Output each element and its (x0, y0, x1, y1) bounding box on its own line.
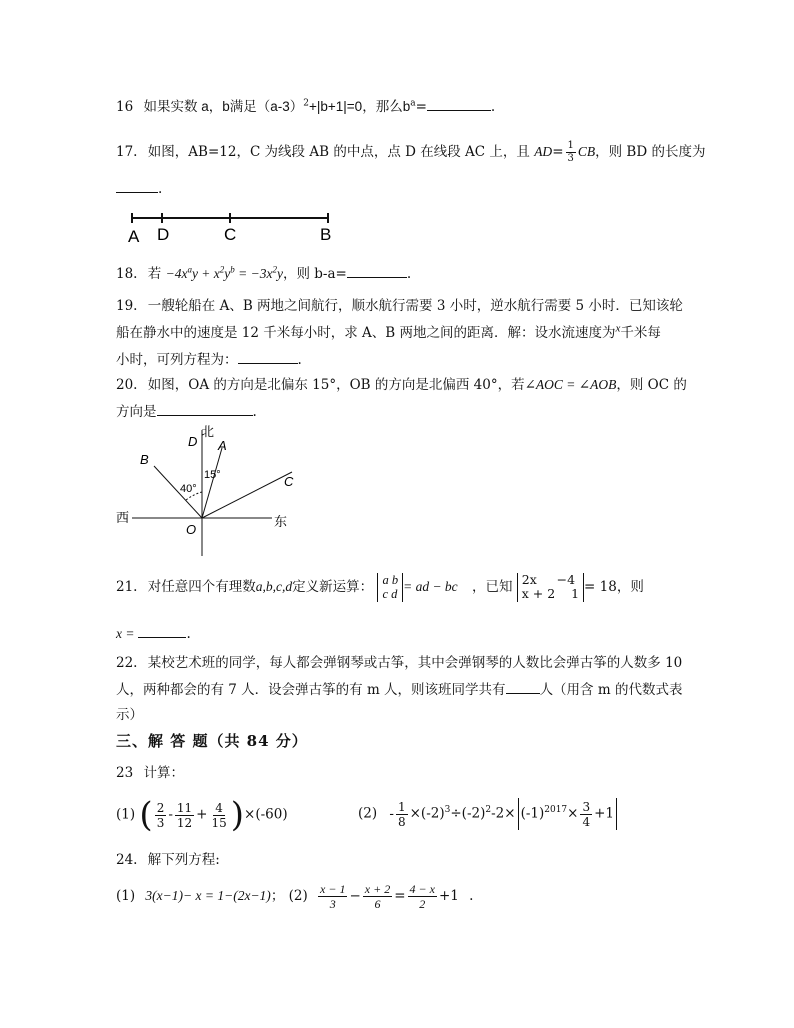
fraction: $\frac{x + 2}{6}$ (364, 882, 391, 911)
question-16 (116, 95, 495, 115)
question-text: ，则 b-a= (283, 266, 347, 282)
question-text: ，已知 (471, 578, 513, 595)
period: . (297, 352, 302, 368)
term: (-1) (520, 805, 545, 822)
part-label: (1) (116, 888, 136, 904)
question-text: ，则 BD 的长度为 (595, 144, 706, 160)
fraction: $\frac{11}{12}$ (176, 800, 193, 830)
question-text: 千米每 (620, 325, 661, 341)
part-label: (1) (116, 806, 136, 823)
answer-blank[interactable] (427, 96, 491, 111)
question-text: 一艘轮船在 A、B 两地之间航行，顺水航行需要 3 小时，逆水航行需要 5 小时．已知该轮 (147, 298, 683, 314)
ray-oa (202, 448, 222, 518)
part-label: (2) (288, 888, 308, 904)
question-text: 若 (147, 266, 162, 282)
question-number: 18. (116, 266, 138, 282)
period: . (469, 888, 474, 904)
period: . (186, 626, 191, 642)
fraction: $\frac{1}{8}$ (397, 799, 406, 829)
question-23-part-2 (358, 798, 619, 830)
question-22-line-3 (116, 703, 143, 723)
label-d: D (157, 225, 170, 244)
exponent: 2017 (544, 805, 568, 815)
period: . (490, 99, 496, 115)
question-number: 24. (116, 852, 138, 868)
separator: ； (270, 888, 285, 904)
question-text: 某校艺术班的同学，每人都会弹钢琴或古筝，其中会弹钢琴的人数比会弹古筝的人数多 10 (147, 655, 683, 671)
answer-blank[interactable] (347, 263, 407, 278)
question-text: ，则 (616, 578, 644, 595)
answer-blank[interactable] (116, 178, 158, 193)
definition-rhs: = ad − bc (403, 578, 458, 594)
question-text: 对任意四个有理数 (147, 578, 256, 595)
equation-1: 3(x−1)− x = 1−(2x−1) (145, 888, 271, 903)
answer-blank[interactable] (506, 679, 540, 694)
answer-blank[interactable] (238, 349, 298, 364)
label-a: A (218, 438, 227, 453)
label-d: D (188, 434, 198, 449)
given-rhs: = 18 (584, 578, 617, 595)
term: +1 (438, 888, 459, 904)
period: . (406, 266, 412, 282)
term: ÷(-2) (450, 805, 486, 822)
question-text: +|b+1|=0，那么b (309, 99, 411, 114)
answer-blank[interactable] (157, 401, 253, 416)
operator: - (389, 805, 394, 822)
answer-blank[interactable] (138, 623, 186, 638)
question-text: 示） (116, 707, 143, 723)
fraction: $\frac{4 - x}{2}$ (409, 882, 435, 911)
question-text: 定义新运算： (292, 578, 374, 595)
question-24 (116, 848, 220, 868)
paren-right: ) (230, 795, 245, 835)
question-22-line-1 (116, 651, 682, 671)
label-c: C (224, 225, 237, 244)
question-text: 如图，OA 的方向是北偏东 15°，OB 的方向是北偏西 40°，若 (147, 377, 525, 393)
term: +1 (594, 805, 615, 822)
label-angle-40: 40° (180, 483, 197, 495)
expression-tail: ×(-60) (244, 806, 288, 823)
label-angle-15: 15° (204, 469, 221, 481)
equals: = (394, 888, 406, 904)
label-o: O (186, 522, 197, 537)
exponent: 2 (303, 98, 309, 109)
operator: + (196, 806, 208, 823)
label-north: 北 (201, 424, 215, 439)
question-text: ，则 OC 的 (616, 377, 687, 393)
question-22-line-2 (116, 678, 682, 698)
question-text: 如果实数 a，b满足（a-3） (143, 99, 304, 114)
equals: = (415, 99, 427, 115)
question-24-parts (116, 883, 473, 910)
equation: $-4x^ay + x^2y^b = -3x^2y$ (165, 264, 283, 281)
part-label: (2) (358, 805, 378, 822)
question-19-line-3 (116, 348, 302, 368)
question-text: 小时，可列方程为： (116, 352, 238, 368)
abs-bar-right (616, 798, 617, 830)
determinant-definition: a b c d (377, 573, 403, 602)
fraction: $\frac{x - 1}{3}$ (320, 882, 346, 911)
question-text: 方向是 (116, 404, 157, 420)
question-number: 20. (116, 377, 138, 393)
variables: a,b,c,d (255, 578, 293, 594)
exponent: a (410, 98, 416, 109)
exponent: 2 (485, 805, 492, 815)
question-number: 16 (116, 99, 134, 115)
question-number: 17. (116, 144, 138, 160)
period: . (252, 404, 257, 420)
exponent: 3 (444, 805, 451, 815)
period: . (158, 181, 163, 197)
segment-figure (120, 205, 340, 245)
direction-figure (110, 420, 300, 560)
question-number: 23 (116, 765, 134, 781)
answer-prefix: x = (116, 626, 135, 641)
question-17 (116, 140, 705, 164)
question-number: 19. (116, 298, 138, 314)
question-number: 21. (116, 578, 138, 595)
question-text: 人（用含 m 的代数式表 (539, 682, 683, 698)
fraction: $\frac{1}{3}$ (567, 140, 574, 164)
question-17-answer (116, 178, 162, 197)
math-term: CB (577, 144, 596, 159)
fraction: $\frac{4}{15}$ (211, 800, 227, 830)
question-20-line-2 (116, 400, 257, 420)
question-text: 船在静水中的速度是 12 千米每小时，求 A、B 两地之间的距离．解：设水流速度为 (116, 325, 616, 341)
question-20-line-1 (116, 373, 687, 393)
label-c: C (284, 474, 294, 489)
question-text: 人，两种都会的有 7 人．设会弹古筝的有 m 人，则该班同学共有 (116, 682, 506, 698)
determinant-given: 2x −4 x + 2 1 (517, 573, 584, 602)
equation: ∠AOC = ∠AOB (524, 377, 617, 392)
question-21-answer (116, 623, 191, 642)
operator: × (567, 805, 579, 822)
fraction: $\frac{2}{3}$ (156, 800, 165, 830)
math-term: AD (534, 144, 553, 159)
question-text: 计算： (143, 765, 184, 781)
abs-bar-left (518, 798, 519, 830)
question-21 (116, 573, 644, 602)
label-a: A (128, 227, 140, 245)
equals: = (552, 144, 564, 160)
question-number: 22. (116, 655, 138, 671)
label-b: B (140, 452, 149, 467)
label-east: 东 (274, 514, 288, 529)
question-23 (116, 761, 184, 781)
label-west: 西 (116, 510, 130, 525)
paren-left: ( (139, 795, 153, 835)
label-b: B (320, 225, 332, 244)
term: -2× (491, 805, 516, 822)
term: ×(-2) (409, 805, 445, 822)
variable: x (615, 322, 621, 335)
section-heading: 三、解 答 题（共 84 分） (116, 732, 308, 750)
question-23-part-1 (116, 795, 288, 835)
operator: - (168, 806, 173, 823)
question-text: 如图，AB=12，C 为线段 AB 的中点，点 D 在线段 AC 上，且 (147, 144, 530, 160)
operator: − (349, 888, 361, 904)
question-19-line-2 (116, 321, 661, 341)
question-text: 解下列方程: (147, 852, 220, 868)
question-19-line-1 (116, 294, 683, 314)
fraction: $\frac{3}{4}$ (582, 799, 591, 829)
question-18 (116, 262, 411, 282)
